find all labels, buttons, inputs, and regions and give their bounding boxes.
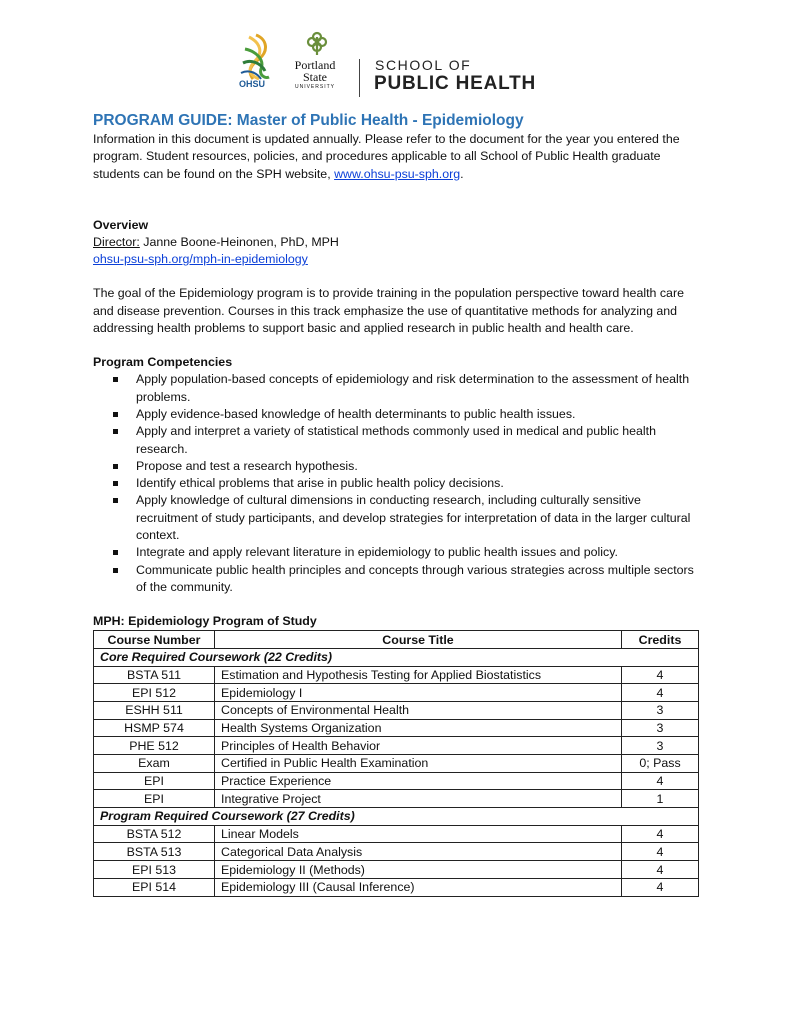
intro-end: . [460,166,464,181]
ohsu-logo-text: OHSU [239,79,266,89]
sph-website-link[interactable]: www.ohsu-psu-sph.org [334,166,461,181]
bullet-icon [113,412,118,417]
page-title: PROGRAM GUIDE: Master of Public Health - Epidemiology [93,112,524,129]
course-title: Epidemiology I [215,684,622,702]
competency-text: Apply knowledge of cultural dimensions in conducting research, including culturally sensitive recruitment of study participants, and develop strategies for interpretation of data in the larger cultural context. [136,493,691,543]
bullet-icon [113,464,118,469]
competency-item [93,423,703,458]
course-number: PHE 512 [94,737,215,755]
program-goal-paragraph: The goal of the Epidemiology program is to provide training in the population perspective toward health care and disease prevention. Courses in this track emphasize the use of quantitative methods for analyzing and addressing health problems to support basic and applied research in public health and health care. [93,286,684,336]
psu-name-line2: State [303,70,327,84]
course-title: Concepts of Environmental Health [215,701,622,719]
competency-text: Apply population-based concepts of epidemiology and risk determination to the assessment of health problems. [136,372,690,404]
table-row [94,878,699,896]
competency-text: Apply evidence-based knowledge of health determinants to public health issues. [136,406,576,421]
course-title: Categorical Data Analysis [215,843,622,861]
section-heading: Core Required Coursework (22 Credits) [94,648,699,666]
program-of-study-title: MPH: Epidemiology Program of Study [93,614,317,629]
course-credits: 4 [622,878,699,896]
competency-item [93,371,703,406]
bullet-icon [113,498,118,503]
competency-item [93,544,703,561]
competency-text: Integrate and apply relevant literature in epidemiology to public health issues and policy. [136,545,618,560]
course-title: Health Systems Organization [215,719,622,737]
course-number: HSMP 574 [94,719,215,737]
course-number: BSTA 513 [94,843,215,861]
table-row [94,790,699,808]
bullet-icon [113,377,118,382]
course-title: Principles of Health Behavior [215,737,622,755]
course-number: Exam [94,755,215,773]
competencies-heading: Program Competencies [93,355,233,370]
table-row [94,684,699,702]
column-header-credits: Credits [622,631,699,649]
course-title: Estimation and Hypothesis Testing for Applied Biostatistics [215,666,622,684]
page-header [235,29,565,101]
course-title: Epidemiology II (Methods) [215,861,622,879]
course-title: Certified in Public Health Examination [215,755,622,773]
competencies-list [93,371,703,596]
section-heading: Program Required Coursework (27 Credits) [94,808,699,826]
course-title: Epidemiology III (Causal Inference) [215,878,622,896]
header-divider [359,59,360,97]
course-number: BSTA 512 [94,825,215,843]
director-line [93,234,703,251]
document-body [93,111,703,897]
course-credits: 4 [622,666,699,684]
course-number: EPI 513 [94,861,215,879]
bullet-icon [113,550,118,555]
table-row [94,772,699,790]
program-of-study-table [93,630,699,896]
table-row [94,825,699,843]
competency-item [93,562,703,597]
competency-text: Propose and test a research hypothesis. [136,458,358,473]
course-number: EPI 514 [94,878,215,896]
intro-text: Information in this document is updated annually. Please refer to the document for the year you entered the program. Student resources, policies, and procedures applicable to all School of Public Health graduate students can be found on the SPH website, [93,132,680,181]
table-row [94,737,699,755]
director-name: Janne Boone-Heinonen, PhD, MPH [139,234,339,249]
competency-text: Apply and interpret a variety of statistical methods commonly used in medical and public health research. [136,424,656,456]
course-number: EPI 512 [94,684,215,702]
course-title: Integrative Project [215,790,622,808]
table-row [94,701,699,719]
section-row-program [94,808,699,826]
course-credits: 4 [622,861,699,879]
competency-item [93,475,703,492]
bullet-icon [113,568,118,573]
table-row [94,719,699,737]
psu-name-line3: UNIVERSITY [294,84,335,90]
course-credits: 4 [622,825,699,843]
program-page-link[interactable]: ohsu-psu-sph.org/mph-in-epidemiology [93,252,308,267]
course-credits: 3 [622,719,699,737]
table-row [94,861,699,879]
course-credits: 0; Pass [622,755,699,773]
section-row-core [94,648,699,666]
course-title: Linear Models [215,825,622,843]
competency-text: Communicate public health principles and concepts through various strategies across multiple sectors of the community. [136,562,694,594]
overview-heading: Overview [93,217,149,232]
school-name-line1: SCHOOL OF [375,57,472,73]
course-credits: 3 [622,737,699,755]
psu-name-line1: Portland [294,58,336,72]
competency-text: Identify ethical problems that arise in public health policy decisions. [136,476,504,491]
competency-item [93,492,703,544]
course-credits: 4 [622,772,699,790]
table-header-row [94,631,699,649]
course-number: EPI [94,790,215,808]
course-credits: 4 [622,684,699,702]
column-header-course-title: Course Title [215,631,622,649]
school-name-line2: PUBLIC HEALTH [374,73,537,94]
table-row [94,843,699,861]
course-title: Practice Experience [215,772,622,790]
table-row [94,755,699,773]
bullet-icon [113,429,118,434]
course-credits: 4 [622,843,699,861]
course-credits: 1 [622,790,699,808]
competency-item [93,406,703,423]
director-label: Director: [93,234,140,249]
course-credits: 3 [622,701,699,719]
course-number: BSTA 511 [94,666,215,684]
column-header-course-number: Course Number [94,631,215,649]
course-number: EPI [94,772,215,790]
table-row [94,666,699,684]
course-number: ESHH 511 [94,701,215,719]
intro-paragraph [93,131,703,183]
bullet-icon [113,481,118,486]
competency-item [93,458,703,475]
